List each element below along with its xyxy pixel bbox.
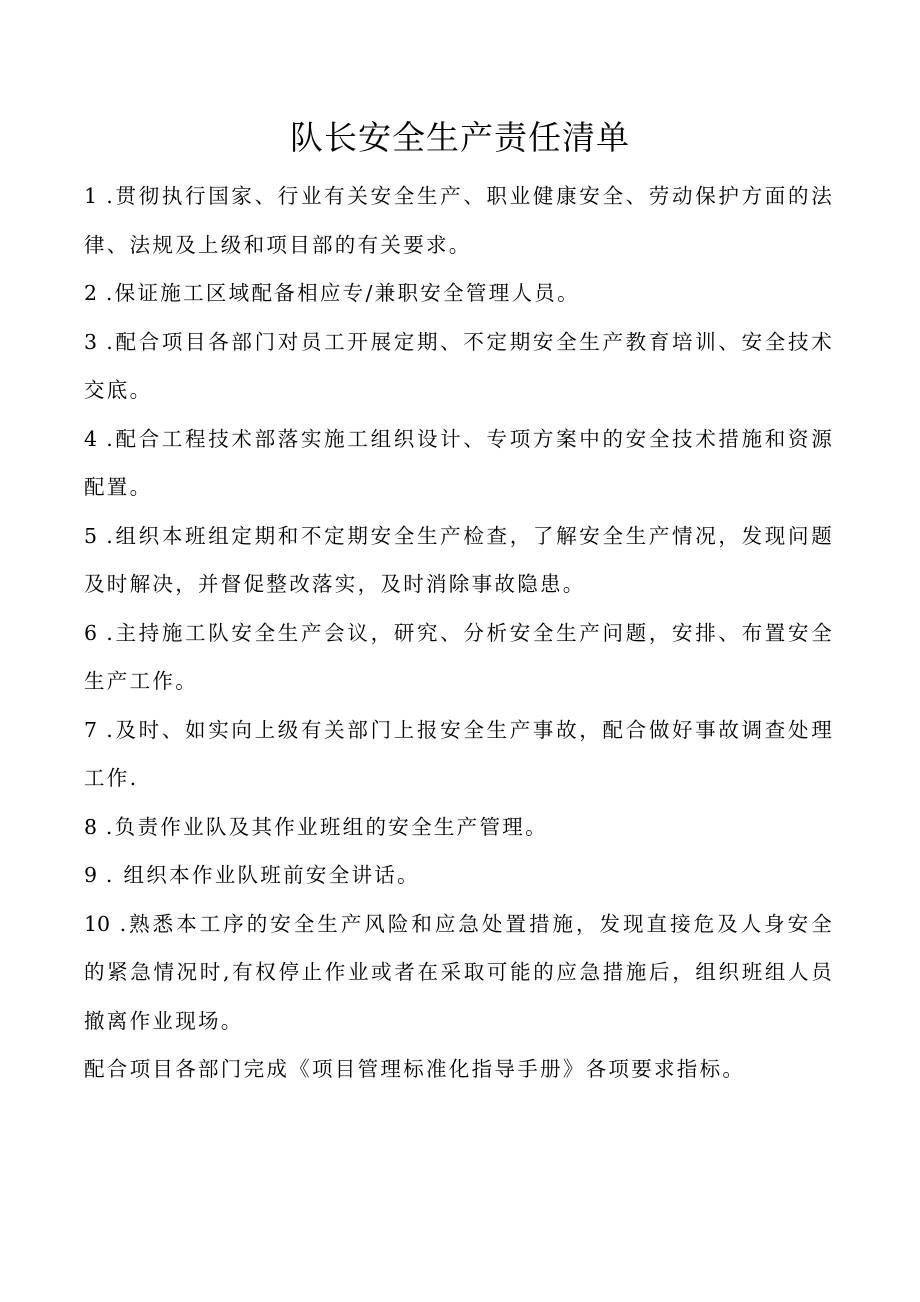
item-number: 8 [84,814,98,839]
item-text: .及时、如实向上级有关部门上报安全生产事故，配合做好事故调查处理工作. [84,717,834,790]
list-item-2 [84,269,834,318]
item-text: .熟悉本工序的安全生产风险和应急处置措施，发现直接危及人身安全的紧急情况时,有权停止作业或者在采取可能的应急措施后，组织班组人员撤离作业现场。 [84,911,834,1033]
list-item-6 [84,609,834,706]
item-number: 7 [84,717,98,742]
item-text: .贯彻执行国家、行业有关安全生产、职业健康安全、劳动保护方面的法律、法规及上级和项目部的有关要求。 [84,184,834,257]
item-text: .组织本班组定期和不定期安全生产检查，了解安全生产情况，发现问题及时解决，并督促整改落实，及时消除事故隐患。 [84,523,834,596]
item-number: 9 [84,863,98,887]
closing-paragraph: 配合项目各部门完成《项目管理标准化指导手册》各项要求指标。 [84,1057,746,1081]
list-item-9 [84,851,834,900]
item-number: 2 [84,281,98,305]
item-number: 10 [84,911,111,936]
item-text: .配合项目各部门对员工开展定期、不定期安全生产教育培训、安全技术交底。 [84,329,834,402]
item-text: .配合工程技术部落实施工组织设计、专项方案中的安全技术措施和资源配置。 [84,426,834,499]
item-text: . 组织本作业队班前安全讲话。 [97,863,420,887]
list-item-1 [84,172,834,269]
list-item-10 [84,900,834,1046]
document-body [84,172,834,1094]
item-text: .保证施工区域配备相应专/兼职安全管理人员。 [97,281,580,305]
list-item-7 [84,706,834,803]
item-text: .主持施工队安全生产会议，研究、分析安全生产问题，安排、布置安全生产工作。 [84,620,834,693]
item-number: 5 [84,523,98,548]
document-title: 队长安全生产责任清单 [290,118,630,157]
list-item-3 [84,318,834,415]
item-number: 4 [84,426,98,451]
list-item-8 [84,803,834,852]
item-number: 1 [84,184,98,208]
list-item-5 [84,512,834,609]
item-number: 6 [84,620,98,645]
item-text: .负责作业队及其作业班组的安全生产管理。 [97,814,548,839]
item-number: 3 [84,329,98,354]
list-item-4 [84,415,834,512]
